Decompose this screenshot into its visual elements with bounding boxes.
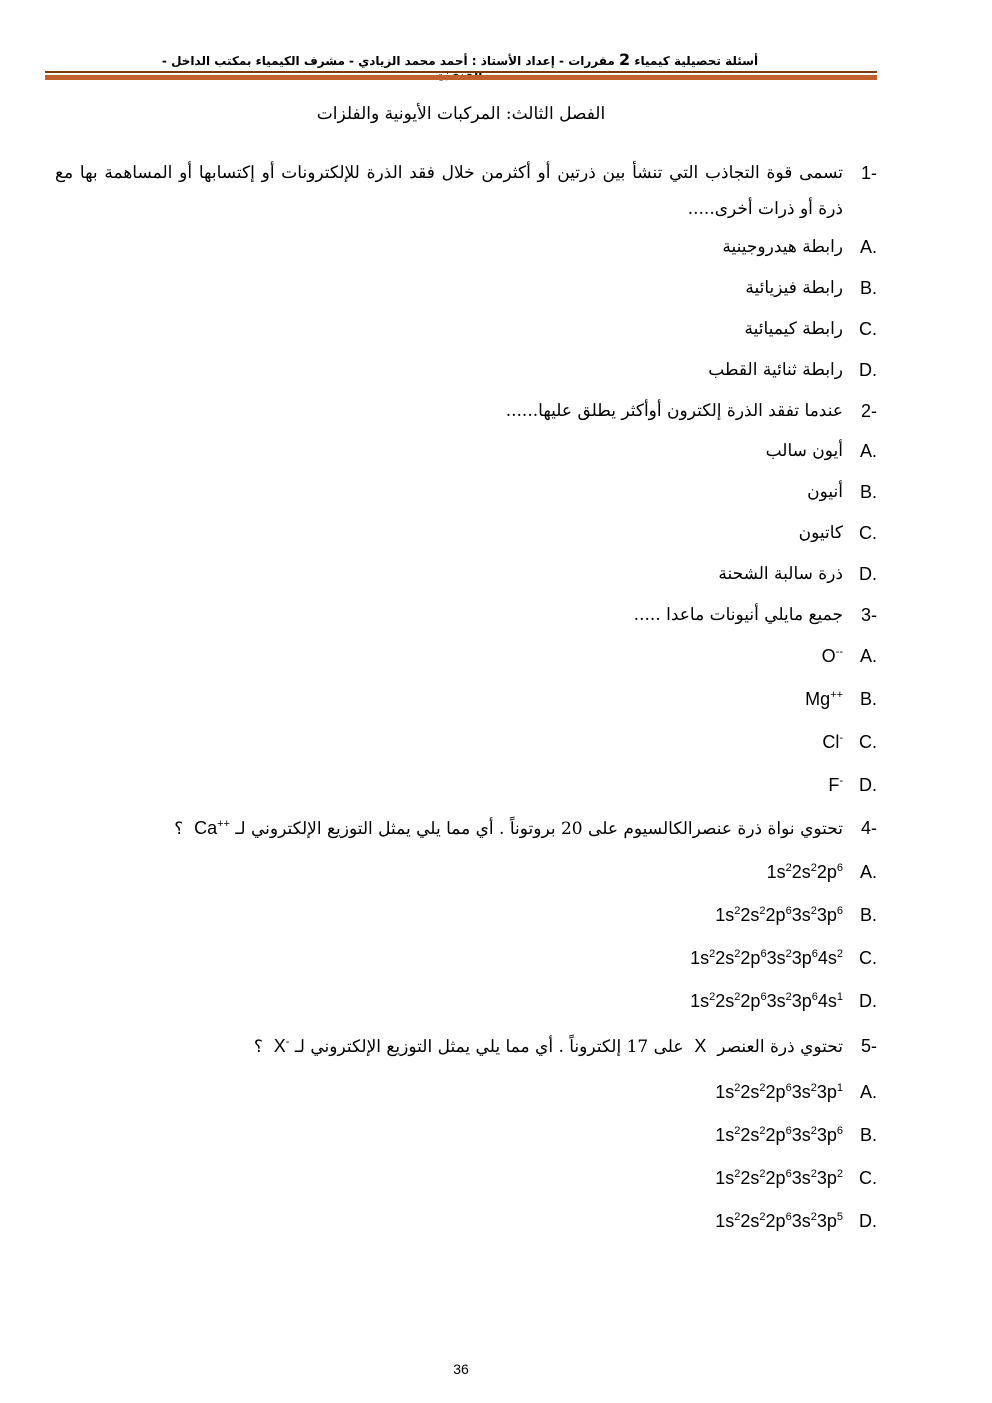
orbital: 1s <box>715 1125 735 1145</box>
orbital-electron-count: 2 <box>759 1168 766 1180</box>
orbital-electron-count: 6 <box>811 991 818 1003</box>
option-text: ذرة سالبة الشحنة <box>718 564 843 584</box>
orbital: 3s <box>766 948 786 968</box>
orbital-electron-count: 2 <box>810 1125 817 1137</box>
orbital-electron-count: 2 <box>810 1211 817 1223</box>
element-symbol: X <box>694 1036 707 1056</box>
orbital: 3s <box>791 905 811 925</box>
orbital: 1s <box>690 948 710 968</box>
electron-config <box>690 980 843 1023</box>
question-list <box>55 155 877 1243</box>
orbital: 2s <box>740 1125 760 1145</box>
option-text: أنيون <box>807 482 843 502</box>
question-3 <box>55 595 877 635</box>
option-4d <box>55 980 877 1023</box>
orbital-electron-count: 6 <box>760 991 767 1003</box>
orbital-electron-count: 6 <box>836 862 843 874</box>
option-2d <box>55 554 877 595</box>
electron-config <box>715 1071 843 1114</box>
orbital-electron-count: 2 <box>785 948 792 960</box>
orbital: 1s <box>690 991 710 1011</box>
option-5a <box>55 1071 877 1114</box>
option-2a <box>55 431 877 472</box>
option-1c <box>55 309 877 350</box>
ion-symbol: Ca <box>194 818 218 838</box>
header-divider-thick <box>45 75 877 80</box>
option-5b <box>55 1114 877 1157</box>
question-mark: ؟ <box>253 1037 263 1057</box>
option-2b <box>55 472 877 513</box>
option-text: رابطة ثنائية القطب <box>708 360 843 380</box>
question-5 <box>55 1023 877 1071</box>
orbital-electron-count: 2 <box>734 1082 741 1094</box>
orbital: 2s <box>791 862 811 882</box>
option-letter: A. <box>859 441 877 461</box>
orbital-electron-count: 6 <box>785 1168 792 1180</box>
orbital: 2s <box>740 1082 760 1102</box>
orbital-electron-count: 1 <box>836 991 843 1003</box>
question-number: 5- <box>860 1036 877 1056</box>
orbital: 3s <box>791 1168 811 1188</box>
electron-config <box>715 894 843 937</box>
ion-formula <box>828 764 843 807</box>
question-text: تسمى قوة التجاذب التي تنشأ بين ذرتين أو أكثرمن خلال فقد الذرة للإلكترونات أو إكتسابها أو المساهمة بها مع ذرة أو ذرات أخرى..... <box>55 163 843 219</box>
option-letter: B. <box>859 1125 877 1145</box>
header-divider-thin <box>45 71 877 73</box>
option-3a <box>55 635 877 678</box>
orbital: 2p <box>740 948 761 968</box>
header-text-start: أسئلة تحصيلية كيمياء <box>630 54 759 68</box>
ion-charge: -- <box>835 646 843 658</box>
option-3c <box>55 721 877 764</box>
ion-symbol: X <box>273 1036 286 1056</box>
orbital: 2s <box>740 1211 760 1231</box>
orbital: 3s <box>791 1211 811 1231</box>
ion-formula <box>274 1036 290 1056</box>
option-letter: B. <box>859 482 877 502</box>
page-number: 36 <box>453 1361 469 1377</box>
orbital: 3p <box>816 1168 837 1188</box>
option-letter: C. <box>859 1168 877 1188</box>
orbital: 4s <box>817 948 837 968</box>
question-text: عندما تفقد الذرة إلكترون أوأكثر يطلق عليها...... <box>505 401 843 421</box>
orbital-electron-count: 6 <box>836 905 843 917</box>
option-letter: C. <box>859 732 877 752</box>
orbital: 3s <box>791 1125 811 1145</box>
option-letter: D. <box>859 564 877 584</box>
option-4a <box>55 851 877 894</box>
option-text: رابطة كيميائية <box>744 319 843 339</box>
orbital: 2s <box>715 948 735 968</box>
orbital: 1s <box>715 1082 735 1102</box>
orbital: 3p <box>816 1211 837 1231</box>
ion-charge: - <box>285 1036 290 1048</box>
orbital-electron-count: 2 <box>836 948 843 960</box>
ion-formula <box>805 678 843 721</box>
question-text: تحتوي نواة ذرة عنصرالكالسيوم على 20 بروتوناً . أي مما يلي يمثل التوزيع الإلكتروني لـ <box>235 819 843 839</box>
orbital-electron-count: 6 <box>760 948 767 960</box>
option-2c <box>55 513 877 554</box>
option-text: رابطة هيدروجينية <box>722 237 843 257</box>
question-number: 2- <box>860 401 877 421</box>
orbital-electron-count: 1 <box>836 1082 843 1094</box>
orbital-electron-count: 2 <box>734 1168 741 1180</box>
question-4 <box>55 807 877 851</box>
orbital: 1s <box>715 1168 735 1188</box>
orbital-electron-count: 2 <box>810 1082 817 1094</box>
option-letter: B. <box>859 905 877 925</box>
orbital-electron-count: 2 <box>810 905 817 917</box>
question-number: 3- <box>860 605 877 625</box>
orbital: 4s <box>817 991 837 1011</box>
question-2 <box>55 391 877 431</box>
orbital-electron-count: 6 <box>785 1125 792 1137</box>
option-letter: C. <box>859 319 877 339</box>
electron-config <box>715 1157 843 1200</box>
option-letter: A. <box>859 1082 877 1102</box>
option-3d <box>55 764 877 807</box>
option-4b <box>55 894 877 937</box>
orbital: 2s <box>740 905 760 925</box>
orbital: 2p <box>765 1211 786 1231</box>
orbital-electron-count: 2 <box>734 991 741 1003</box>
chapter-title: الفصل الثالث: المركبات الأيونية والفلزات <box>316 104 606 124</box>
ion-symbol: F <box>828 775 840 795</box>
orbital-electron-count: 2 <box>759 1211 766 1223</box>
orbital-electron-count: 2 <box>759 1082 766 1094</box>
orbital-electron-count: 6 <box>785 905 792 917</box>
orbital-electron-count: 6 <box>785 1211 792 1223</box>
question-text: جميع مايلي أنيونات ماعدا ..... <box>633 605 843 625</box>
option-5c <box>55 1157 877 1200</box>
ion-formula <box>822 635 843 678</box>
orbital: 1s <box>715 1211 735 1231</box>
option-1b <box>55 268 877 309</box>
orbital: 3p <box>816 1082 837 1102</box>
orbital: 2p <box>816 862 837 882</box>
header-number: 2 <box>619 50 631 69</box>
ion-charge: - <box>839 775 843 787</box>
ion-symbol: Mg <box>805 689 831 709</box>
orbital: 3s <box>791 1082 811 1102</box>
ion-symbol: Cl <box>822 732 840 752</box>
option-3b <box>55 678 877 721</box>
orbital: 3p <box>816 905 837 925</box>
orbital-electron-count: 2 <box>759 1125 766 1137</box>
ion-formula <box>194 818 230 838</box>
orbital-electron-count: 2 <box>734 948 741 960</box>
orbital-electron-count: 6 <box>785 1082 792 1094</box>
option-1d <box>55 350 877 391</box>
option-letter: B. <box>859 689 877 709</box>
option-1a <box>55 227 877 268</box>
question-number: 4- <box>860 818 877 838</box>
orbital-electron-count: 2 <box>810 1168 817 1180</box>
ion-charge: ++ <box>217 818 230 830</box>
orbital-electron-count: 6 <box>811 948 818 960</box>
option-letter: D. <box>859 991 877 1011</box>
option-letter: A. <box>859 862 877 882</box>
orbital: 3p <box>791 948 812 968</box>
option-letter: C. <box>859 948 877 968</box>
option-4c <box>55 937 877 980</box>
electron-config <box>715 1114 843 1157</box>
orbital-electron-count: 2 <box>785 991 792 1003</box>
orbital-electron-count: 2 <box>785 862 792 874</box>
question-1 <box>55 155 877 227</box>
option-letter: D. <box>859 360 877 380</box>
option-letter: D. <box>859 775 877 795</box>
orbital: 2s <box>715 991 735 1011</box>
question-text-start: تحتوي ذرة العنصر <box>717 1037 843 1057</box>
orbital: 3s <box>766 991 786 1011</box>
orbital: 2p <box>765 1125 786 1145</box>
orbital-electron-count: 2 <box>836 1168 843 1180</box>
electron-config <box>690 937 843 980</box>
option-letter: D. <box>859 1211 877 1231</box>
ion-charge: ++ <box>830 689 843 701</box>
orbital-electron-count: 2 <box>709 948 716 960</box>
orbital-electron-count: 2 <box>810 862 817 874</box>
option-letter: C. <box>859 523 877 543</box>
orbital: 1s <box>715 905 735 925</box>
option-text: كاتيون <box>798 523 843 543</box>
orbital-electron-count: 6 <box>836 1125 843 1137</box>
electron-config <box>767 851 843 894</box>
orbital-electron-count: 5 <box>836 1211 843 1223</box>
option-letter: A. <box>859 237 877 257</box>
orbital: 2p <box>765 1082 786 1102</box>
ion-formula <box>822 721 843 764</box>
orbital-electron-count: 2 <box>759 905 766 917</box>
orbital: 2s <box>740 1168 760 1188</box>
orbital: 3p <box>816 1125 837 1145</box>
question-mark: ؟ <box>174 819 184 839</box>
orbital-electron-count: 2 <box>734 905 741 917</box>
orbital: 3p <box>791 991 812 1011</box>
option-letter: B. <box>859 278 877 298</box>
orbital: 2p <box>765 1168 786 1188</box>
option-5d <box>55 1200 877 1243</box>
ion-charge: - <box>839 732 843 744</box>
header-text-end: مقررات - إعداد الأستاذ : أحمد محمد الزيادي - مشرف الكيمياء بمكتب الداخل - <box>161 54 615 68</box>
ion-symbol: O <box>821 646 836 666</box>
orbital-electron-count: 2 <box>734 1125 741 1137</box>
option-text: أيون سالب <box>765 441 843 461</box>
orbital: 1s <box>766 862 786 882</box>
orbital: 2p <box>740 991 761 1011</box>
option-letter: A. <box>859 646 877 666</box>
orbital-electron-count: 2 <box>709 991 716 1003</box>
question-text-end: على 17 إلكتروناً . أي مما يلي يمثل التوزيع الإلكتروني لـ <box>294 1037 684 1057</box>
orbital: 2p <box>765 905 786 925</box>
option-text: رابطة فيزيائية <box>745 278 843 298</box>
electron-config <box>715 1200 843 1243</box>
question-number: 1- <box>860 163 877 183</box>
orbital-electron-count: 2 <box>734 1211 741 1223</box>
